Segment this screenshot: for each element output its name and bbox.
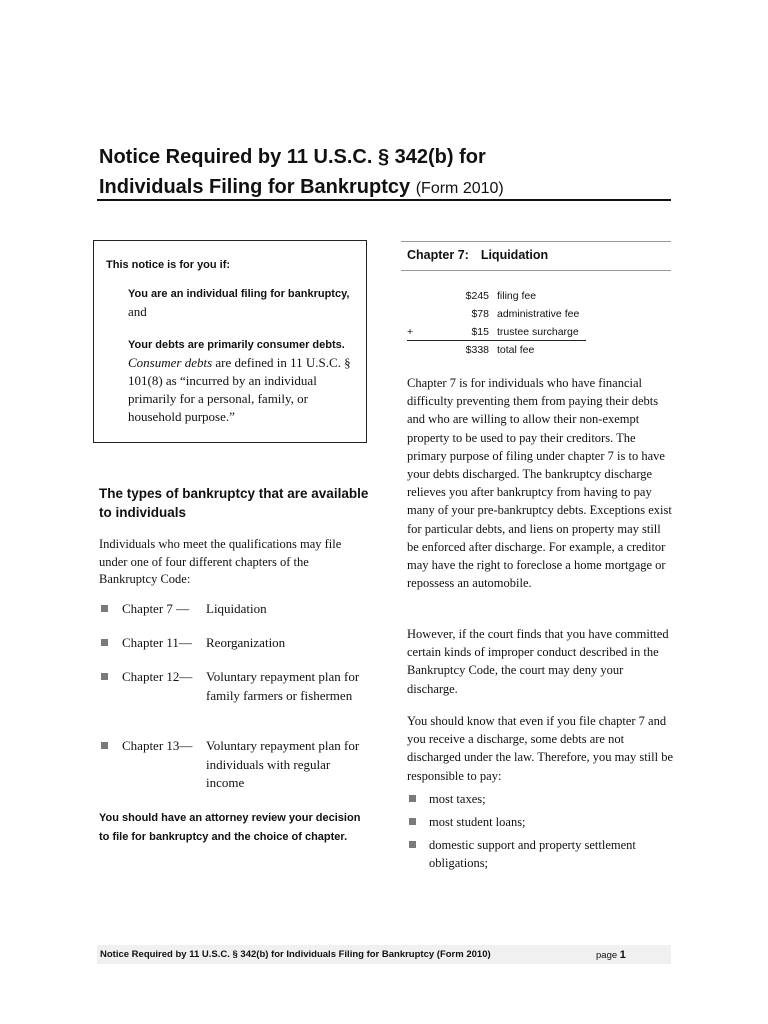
chapter7-paragraph: However, if the court finds that you have committed certain kinds of improper conduct described in the Bankruptcy Code, the court may deny your discharge.: [407, 627, 669, 696]
square-bullet-icon: [409, 795, 416, 802]
footer-page-number: 1: [619, 949, 626, 961]
footer-page-label: page: [596, 950, 618, 961]
list-item: [99, 600, 369, 634]
notice-item-rest: are defined in 11 U.S.C. § 101(8) as “incurred by an individual primarily for a personal, family, or household purpose.”: [128, 355, 351, 424]
fee-amount: $245: [465, 290, 489, 302]
page-footer: [97, 945, 671, 964]
chapter-description: Voluntary repayment plan for family farmers or fishermen: [206, 669, 360, 703]
fee-operator: +: [407, 326, 414, 338]
notice-box: [93, 240, 367, 443]
square-bullet-icon: [409, 818, 416, 825]
fee-row: [407, 307, 597, 325]
fee-label: total fee: [497, 344, 535, 356]
list-item: [407, 790, 673, 808]
chapter-number: Chapter 7 —: [122, 601, 190, 616]
square-bullet-icon: [101, 605, 108, 612]
chapter-description: Reorganization: [206, 635, 286, 650]
chapter7-label: Chapter 7:: [407, 248, 469, 262]
fee-label: filing fee: [497, 290, 537, 302]
fee-amount: $78: [471, 308, 489, 320]
footer-text: Notice Required by 11 U.S.C. § 342(b) for Individuals Filing for Bankruptcy (Form 2010): [100, 949, 491, 960]
chapter7-title: Liquidation: [480, 248, 549, 262]
chapter-number: Chapter 11—: [122, 635, 192, 650]
fee-sum-rule: [407, 340, 586, 341]
list-item: [407, 813, 673, 831]
square-bullet-icon: [101, 673, 108, 680]
notice-items: [128, 284, 364, 440]
title-divider: [97, 199, 671, 201]
chapter7-heading: [407, 248, 548, 262]
fee-amount: $338: [465, 344, 489, 356]
fee-label: trustee surcharge: [497, 326, 579, 338]
chapter-number: Chapter 13—: [122, 738, 193, 753]
types-intro: Individuals who meet the qualifications may file under one of four different chapters of the Bankruptcy Code:: [99, 537, 342, 586]
section-divider-top: [401, 241, 671, 242]
nondischargeable-debts-list: [407, 790, 673, 877]
notice-item-rest: and: [128, 304, 147, 319]
section-divider-bottom: [401, 270, 671, 271]
fee-label: administrative fee: [497, 308, 580, 320]
chapter-number: Chapter 12—: [122, 669, 193, 684]
list-item: [99, 668, 369, 737]
fee-table: [407, 289, 597, 361]
list-item: [407, 836, 673, 872]
notice-item-defined-term: Consumer debts: [128, 355, 213, 370]
square-bullet-icon: [101, 742, 108, 749]
square-bullet-icon: [101, 639, 108, 646]
debt-text: most student loans;: [429, 815, 526, 829]
footer-page: [596, 949, 626, 961]
title-form-number: (Form 2010): [415, 180, 504, 197]
debt-text: most taxes;: [429, 792, 486, 806]
title-line-2-text: Individuals Filing for Bankruptcy: [99, 176, 411, 198]
page-title: [99, 142, 671, 204]
types-heading: The types of bankruptcy that are available to individuals: [99, 486, 369, 520]
notice-item-individual: [128, 284, 364, 321]
fee-row: [407, 289, 597, 307]
notice-item-consumer-debts: [128, 335, 364, 426]
chapter7-paragraph: You should know that even if you file chapter 7 and you receive a discharge, some debts are not discharged under the law. Therefore, you may still be responsible to pay:: [407, 714, 674, 783]
attorney-note: You should have an attorney review your decision to file for bankruptcy and the choice of chapter.: [99, 812, 361, 843]
notice-heading: This notice is for you if:: [106, 259, 231, 271]
notice-item-lead: Your debts are primarily consumer debts.: [128, 339, 345, 351]
title-line-1: Notice Required by 11 U.S.C. § 342(b) for: [99, 146, 486, 168]
notice-item-lead: You are an individual filing for bankruptcy,: [128, 288, 350, 300]
chapter-description: Liquidation: [206, 601, 267, 616]
list-item: [99, 634, 369, 668]
chapter-description: Voluntary repayment plan for individuals with regular income: [206, 738, 360, 790]
chapter7-paragraph: Chapter 7 is for individuals who have financial difficulty preventing them from paying their debts and who are willing to allow their non-exempt property to be used to pay their creditors. The primary purpose of filing under chapter 7 is to have your debts discharged. The bankruptcy discharge relieves you after bankruptcy from having to pay many of your pre-bankruptcy debts. Exceptions exist for particular debts, and liens on property may still be enforced after discharge. For example, a creditor may have the right to foreclose a home mortgage or repossess an automobile.: [407, 376, 672, 591]
square-bullet-icon: [409, 841, 416, 848]
debt-text: domestic support and property settlement obligations;: [429, 838, 636, 870]
fee-amount: $15: [471, 326, 489, 338]
fee-row-total: [407, 343, 597, 361]
list-item: [99, 737, 369, 797]
chapter-list: [99, 600, 369, 797]
